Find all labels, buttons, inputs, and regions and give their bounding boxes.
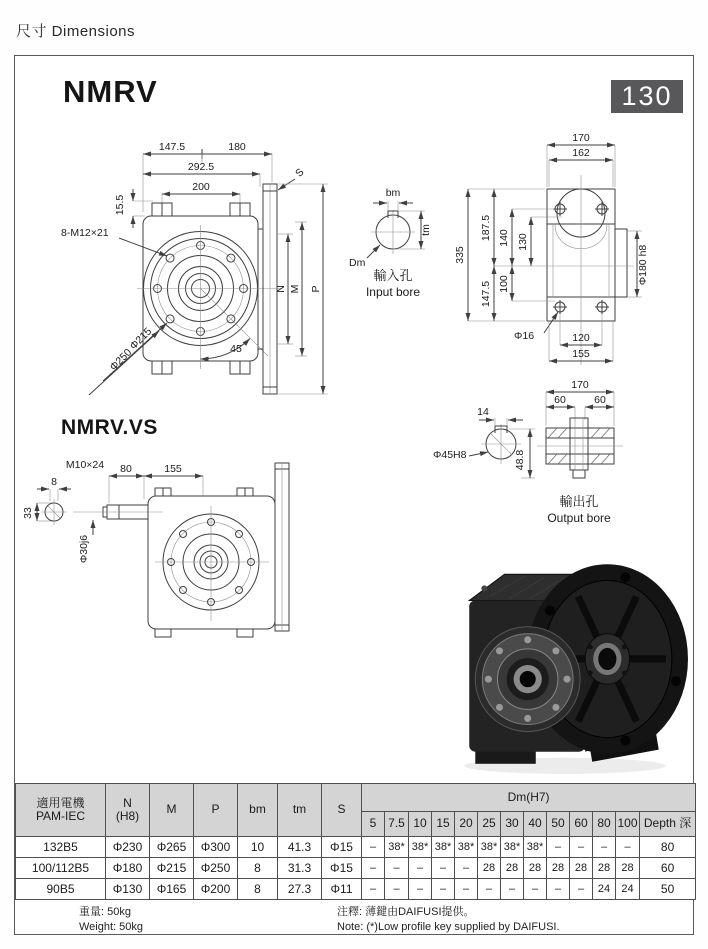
cell-dm: – — [593, 837, 616, 858]
col-header-bm: bm — [238, 784, 278, 837]
dim-label: 120 — [572, 332, 590, 344]
dim-label: N — [275, 285, 287, 293]
cell-dm: 38* — [385, 837, 409, 858]
table-row — [16, 858, 696, 879]
cell-dm: 38* — [524, 837, 547, 858]
dim-label: 33 — [22, 507, 34, 519]
dim-label: 100 — [498, 275, 510, 293]
dm-col: 5 — [362, 812, 385, 837]
dm-col: 60 — [570, 812, 593, 837]
dim-label: 48.8 — [514, 449, 526, 471]
dim-label: 60 — [554, 394, 566, 406]
cell: 10 — [238, 837, 278, 858]
col-header-s: S — [322, 784, 362, 837]
cell-dm: 28 — [524, 858, 547, 879]
dm-col: 100 — [616, 812, 640, 837]
cell: Φ15 — [322, 837, 362, 858]
dm-col: 10 — [409, 812, 432, 837]
col-header-model-zh: 適用電機 — [36, 795, 85, 810]
cell: Φ300 — [194, 837, 238, 858]
cell: 8 — [238, 879, 278, 900]
cell-dm: – — [362, 858, 385, 879]
cell-dm: – — [432, 858, 455, 879]
weight-note — [79, 905, 143, 936]
dim-label: 45 — [230, 343, 242, 355]
dim-label: 200 — [192, 181, 210, 193]
cell: 31.3 — [278, 858, 322, 879]
col-header-model-en: PAM-IEC — [35, 809, 86, 823]
col-header-tm: tm — [278, 784, 322, 837]
input-bore-shape — [367, 201, 425, 258]
dim-label: 147.5 — [158, 141, 186, 153]
cell-dm: – — [524, 879, 547, 900]
cell-dm: – — [409, 879, 432, 900]
front-machined-face — [475, 627, 580, 732]
cell-dm: 28 — [501, 858, 524, 879]
dimension-sheet — [14, 55, 694, 935]
input-bore-caption-zh: 輸入孔 — [373, 268, 413, 283]
dim-label: Φ16 — [514, 330, 535, 342]
table-block — [15, 783, 693, 934]
side-view-drawing — [452, 129, 697, 374]
dim-label: Φ30j6 — [78, 534, 90, 564]
output-bore-caption-en: Output bore — [547, 511, 611, 525]
cell-dm: 38* — [432, 837, 455, 858]
cell: Φ265 — [150, 837, 194, 858]
dim-label: M — [289, 284, 301, 294]
col-header-p: P — [194, 784, 238, 837]
cell-dm: 28 — [547, 858, 570, 879]
cell-dm: 38* — [409, 837, 432, 858]
cell-dm: – — [362, 837, 385, 858]
dim-label: 170 — [571, 379, 589, 391]
dim-label: 147.5 — [480, 280, 492, 308]
col-header-n-line2: (H8) — [115, 809, 140, 823]
output-bore-drawing — [429, 376, 684, 528]
dim-label: 60 — [594, 394, 606, 406]
vs-series-title: NMRV.VS — [61, 416, 158, 439]
dm-col: 7.5 — [385, 812, 409, 837]
input-bore-caption-en: Input bore — [365, 285, 421, 299]
cell-dm: 28 — [478, 858, 501, 879]
dm-col: 25 — [478, 812, 501, 837]
cell-dm: 24 — [593, 879, 616, 900]
weight-en: Weight: 50kg — [79, 921, 144, 934]
cell-depth: 80 — [640, 837, 696, 858]
dim-label: 335 — [454, 246, 466, 264]
cell: Φ250 — [194, 858, 238, 879]
cell-dm: – — [570, 879, 593, 900]
dm-col: 30 — [501, 812, 524, 837]
dm-col: 15 — [432, 812, 455, 837]
dimension-table — [15, 783, 696, 900]
cell-dm: 38* — [501, 837, 524, 858]
dim-label: 170 — [572, 132, 590, 144]
cell-dm: – — [455, 879, 478, 900]
cell: Φ130 — [106, 879, 150, 900]
output-bore-section — [537, 392, 623, 478]
cell-dm: – — [570, 837, 593, 858]
cell-dm: – — [478, 879, 501, 900]
dim-label: Dm — [349, 257, 366, 269]
note-zh: 注釋: 薄鍵由DAIFUSI提供。 — [337, 906, 475, 918]
product-photo — [439, 548, 691, 780]
key-note — [337, 905, 683, 936]
dim-label: S — [293, 166, 307, 180]
input-bore-drawing — [345, 186, 460, 304]
cell-dm: 38* — [455, 837, 478, 858]
dim-label: 187.5 — [480, 214, 492, 242]
size-badge: 130 — [611, 80, 683, 113]
cell-dm: 24 — [616, 879, 640, 900]
dim-label: 180 — [228, 141, 246, 153]
dim-label: 8 — [51, 476, 57, 488]
cell-dm: – — [547, 837, 570, 858]
cell: Φ180 — [106, 858, 150, 879]
cell-dm: – — [385, 858, 409, 879]
dim-label: tm — [420, 224, 432, 236]
cell: 27.3 — [278, 879, 322, 900]
col-header-model — [16, 784, 106, 837]
bolt-spec-label: 8-M12×21 — [61, 227, 109, 239]
dm-col: 40 — [524, 812, 547, 837]
col-header-n — [106, 784, 150, 837]
cell-dm: 38* — [478, 837, 501, 858]
thread-spec-label: M10×24 — [65, 459, 105, 471]
dm-col: 80 — [593, 812, 616, 837]
cell-model: 132B5 — [16, 837, 106, 858]
dim-label: 130 — [517, 233, 529, 251]
cell-depth: 60 — [640, 858, 696, 879]
series-title: NMRV — [63, 74, 158, 109]
dim-label: 14 — [477, 406, 489, 418]
note-en: Note: (*)Low profile key supplied by DAIFUSI. — [337, 921, 560, 934]
cell-dm: 28 — [593, 858, 616, 879]
cell-dm: – — [362, 879, 385, 900]
cell-dm: – — [616, 837, 640, 858]
cell-depth: 50 — [640, 879, 696, 900]
dim-label: Φ180 h8 — [637, 244, 649, 286]
cell: Φ215 — [150, 858, 194, 879]
cell: 41.3 — [278, 837, 322, 858]
dim-label: bm — [385, 187, 401, 199]
page-title: 尺寸 Dimensions — [16, 23, 136, 40]
dim-label: 140 — [498, 229, 510, 247]
col-header-depth: Depth 深 — [640, 812, 696, 837]
dim-label: 155 — [572, 348, 590, 360]
dim-label: 15.5 — [114, 194, 126, 216]
dm-col: 20 — [455, 812, 478, 837]
cell-dm: – — [385, 879, 409, 900]
weight-zh: 重量: 50kg — [79, 906, 131, 918]
sheet-footer — [15, 900, 693, 936]
cell-dm: – — [501, 879, 524, 900]
cell: Φ200 — [194, 879, 238, 900]
table-row — [16, 837, 696, 858]
col-header-m: M — [150, 784, 194, 837]
dim-label: 292.5 — [187, 161, 215, 173]
cell-dm: – — [409, 858, 432, 879]
cell-model: 90B5 — [16, 879, 106, 900]
cell-dm: 28 — [570, 858, 593, 879]
col-header-n-line1: N — [123, 795, 132, 810]
dim-label: 80 — [120, 463, 132, 475]
dim-label: 162 — [572, 147, 590, 159]
front-view-drawing — [55, 129, 390, 401]
cell: Φ11 — [322, 879, 362, 900]
col-header-dm-group: Dm(H7) — [362, 784, 696, 812]
cell: 8 — [238, 858, 278, 879]
dim-label: Φ215 — [127, 325, 155, 353]
dim-label: Φ250 — [107, 346, 135, 374]
cell-dm: – — [547, 879, 570, 900]
vs-view-drawing — [23, 441, 313, 676]
cell: Φ165 — [150, 879, 194, 900]
dim-label: Φ45H8 — [433, 449, 467, 461]
dm-col: 50 — [547, 812, 570, 837]
cell-dm: – — [455, 858, 478, 879]
dim-label: P — [310, 285, 322, 293]
output-bore-caption-zh: 輸出孔 — [559, 494, 599, 509]
cell: Φ15 — [322, 858, 362, 879]
cell-dm: – — [432, 879, 455, 900]
dim-label: 155 — [164, 463, 182, 475]
cell: Φ230 — [106, 837, 150, 858]
table-row — [16, 879, 696, 900]
cell-model: 100/112B5 — [16, 858, 106, 879]
cell-dm: 28 — [616, 858, 640, 879]
